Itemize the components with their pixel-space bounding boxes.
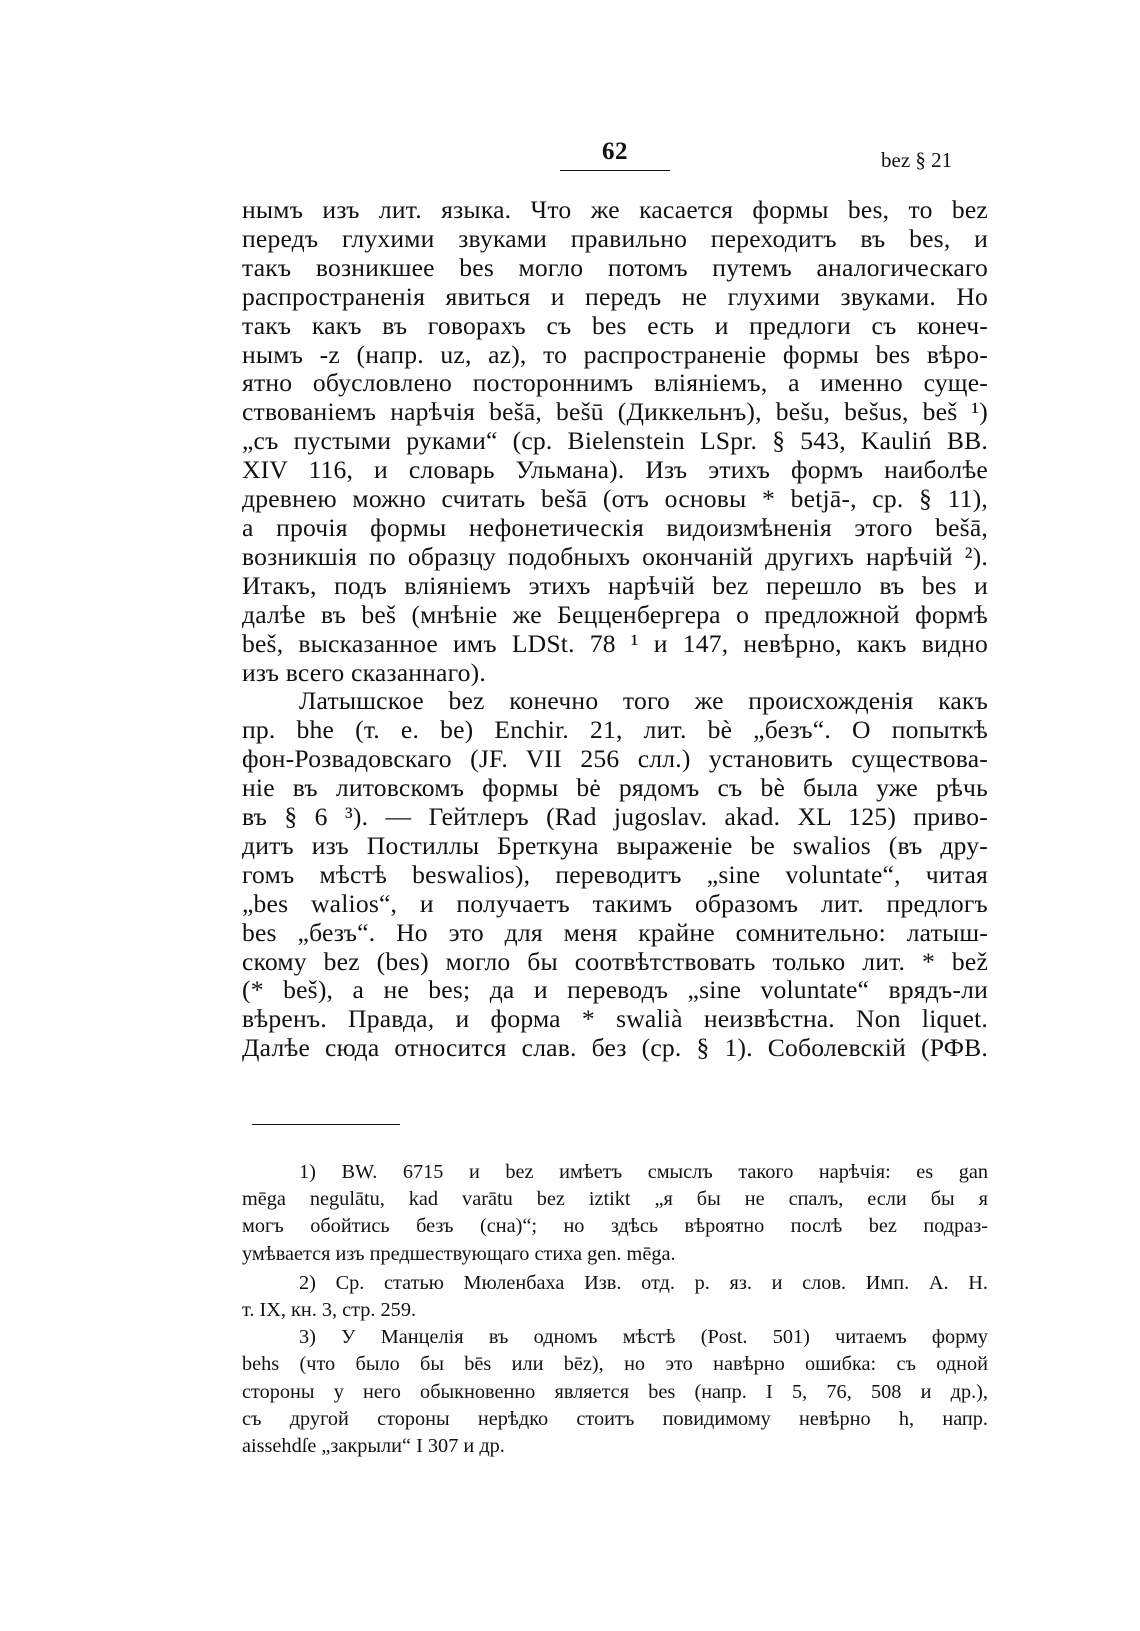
text-line: древнею можно считать bešā (отъ основы * betjā-, ср. § 11), xyxy=(242,484,988,514)
page-number: 62 xyxy=(602,138,628,165)
text-line: вѣренъ. Правда, и форма * swalià неизвѣстна. Non liquet. xyxy=(242,1004,988,1034)
text-line: дитъ изъ Постиллы Бреткуна выраженіе be swalios (въ дру- xyxy=(242,830,988,860)
footnote-line: 3) У Манцелія въ одномъ мѣстѣ (Post. 501) читаемъ форму xyxy=(299,1326,988,1349)
text-line: изъ всего сказаннаго). xyxy=(242,657,486,687)
text-line: ятно обусловлено постороннимъ вліяніемъ, а именно суще- xyxy=(242,368,988,398)
text-line: далѣе въ beš (мнѣніе же Бецценбергера о предложной формѣ xyxy=(242,599,988,629)
text-line: „съ пустыми руками“ (ср. Bielenstein LSpr. § 543, Kauliń BB. xyxy=(242,426,988,456)
footnote-line: могъ обойтись безъ (сна)“; но здѣсь вѣроятно послѣ bez подраз- xyxy=(242,1215,988,1238)
footnote-3 xyxy=(242,1324,988,1460)
text-line: такъ какъ въ говорахъ съ bes есть и предлоги съ конеч- xyxy=(242,310,988,340)
text-line: (* beš), а не bes; да и переводъ „sine voluntate“ врядъ-ли xyxy=(242,975,988,1005)
text-line: Далѣе сюда относится слав. без (ср. § 1). Соболевскій (РФВ. xyxy=(242,1033,988,1063)
footnote-2 xyxy=(242,1270,988,1324)
text-line: Итакъ, подъ вліяніемъ этихъ нарѣчій bez перешло въ bes и xyxy=(242,570,988,600)
text-line: распространенія явиться и передъ не глухими звуками. Но xyxy=(242,281,988,311)
text-line: пр. bhe (т. е. be) Enchir. 21, лит. bè „безъ“. О попыткѣ xyxy=(242,715,988,745)
text-line: „bes walios“, и получаетъ такимъ образомъ лит. предлогъ xyxy=(242,888,988,918)
text-line: гомъ мѣстѣ beswalios), переводитъ „sine voluntate“, читая xyxy=(242,859,988,889)
header-rule xyxy=(560,170,670,171)
text-line: такъ возникшее bes могло потомъ путемъ аналогическаго xyxy=(242,252,988,282)
text-line: возникшія по образцу подобныхъ окончаній другихъ нарѣчій ²). xyxy=(242,541,988,571)
footnote-line: 2) Ср. статью Мюленбаха Изв. отд. р. яз. и слов. Имп. А. Н. xyxy=(299,1271,988,1294)
text-line: фон-Розвадовскаго (JF. VII 256 слл.) установить существова- xyxy=(242,744,988,774)
footnote-line: стороны у него обыкновенно является bes (напр. I 5, 76, 508 и др.), xyxy=(242,1380,988,1403)
text-line: передъ глухими звуками правильно переходитъ въ bes, и xyxy=(242,223,988,253)
running-head: bez § 21 xyxy=(881,148,953,172)
footnotes xyxy=(242,1159,988,1462)
text-line: нымъ -z (напр. uz, az), то распространеніе формы bes вѣро- xyxy=(242,339,988,369)
text-line: bes „безъ“. Но это для меня крайне сомнительно: латыш- xyxy=(242,917,988,947)
footnote-line: 1) BW. 6715 и bez имѣетъ смыслъ такого нарѣчія: es gan xyxy=(299,1161,988,1183)
footnote-line: т. IX, кн. 3, стр. 259. xyxy=(242,1299,417,1322)
text-line: XIV 116, и словарь Ульмана). Изъ этихъ формъ наиболѣе xyxy=(242,455,988,485)
text-line: Латышское bez конечно того же происхожденія какъ xyxy=(299,686,988,716)
footnote-rule xyxy=(252,1124,400,1125)
footnote-line: mēga negulātu, kad varātu bez iztikt „я бы не спалъ, если бы я xyxy=(242,1188,988,1211)
text-line: ствованіемъ нарѣчія bešā, bešū (Диккельнъ), bešu, bešus, beš ¹) xyxy=(242,397,988,427)
footnote-line: aissehdſe „закрыли“ I 307 и др. xyxy=(242,1435,505,1458)
text-line: въ § 6 ³). — Гейтлеръ (Rad jugoslav. akad. XL 125) приво- xyxy=(242,802,988,832)
footnote-line: behs (что было бы bēs или bēz), но это навѣрно ошибка: съ одной xyxy=(242,1353,988,1376)
footnote-1 xyxy=(242,1159,988,1268)
body-text xyxy=(242,196,988,1063)
text-line: а прочія формы нефонетическія видоизмѣненія этого bešā, xyxy=(242,512,988,542)
text-line: скому bez (bes) могло бы соотвѣтствовать только лит. * bež xyxy=(242,946,988,976)
text-line: ніе въ литовскомъ формы bė рядомъ съ bè была уже рѣчь xyxy=(242,773,988,803)
text-line: нымъ изъ лит. языка. Что же касается формы bes, то bez xyxy=(242,195,988,224)
text-line: beš, высказанное имъ LDSt. 78 ¹ и 147, невѣрно, какъ видно xyxy=(242,628,988,658)
footnote-line: умѣвается изъ предшествующаго стиха gen. mēga. xyxy=(242,1242,676,1265)
footnote-line: съ другой стороны нерѣдко стоитъ повидимому невѣрно h, напр. xyxy=(242,1407,988,1430)
